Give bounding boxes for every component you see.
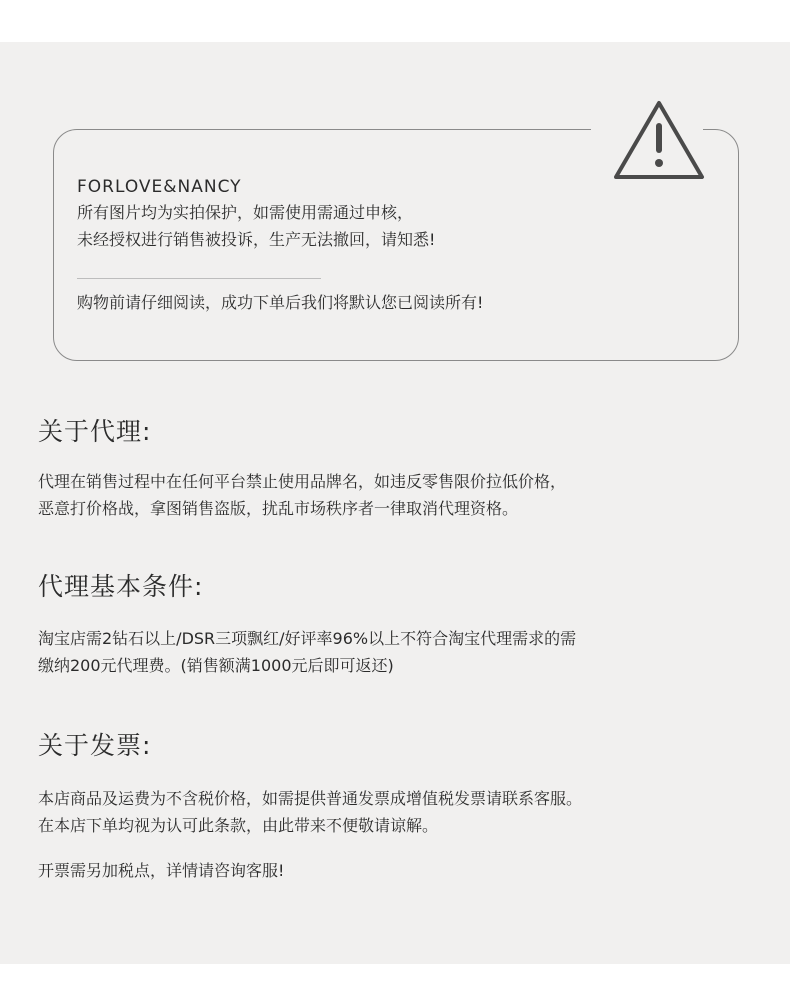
warning-triangle-icon — [612, 99, 706, 181]
notice-divider — [77, 278, 321, 279]
notice-line-3: 购物前请仔细阅读，成功下单后我们将默认您已阅读所有! — [77, 293, 484, 312]
invoice-line-3: 开票需另加税点，详情请咨询客服! — [38, 861, 285, 880]
agency-line-2: 恶意打价格战，拿图销售盗版，扰乱市场秩序者一律取消代理资格。 — [38, 499, 519, 518]
agency-title: 关于代理: — [38, 417, 152, 446]
notice-line-2: 未经授权进行销售被投诉，生产无法撤回，请知悉! — [77, 230, 436, 249]
invoice-title: 关于发票: — [38, 731, 152, 760]
conditions-title: 代理基本条件: — [38, 572, 204, 601]
conditions-line-1: 淘宝店需2钻石以上/DSR三项飘红/好评率96%以上不符合淘宝代理需求的需 — [38, 629, 577, 648]
brand-name: FORLOVE&NANCY — [77, 177, 242, 197]
notice-line-1: 所有图片均为实拍保护，如需使用需通过申核， — [77, 203, 414, 222]
invoice-line-2: 在本店下单均视为认可此条款，由此带来不便敬请谅解。 — [38, 816, 439, 835]
invoice-line-1: 本店商品及运费为不含税价格，如需提供普通发票成增值税发票请联系客服。 — [38, 789, 583, 808]
conditions-line-2: 缴纳200元代理费。(销售额满1000元后即可返还) — [38, 656, 394, 675]
agency-line-1: 代理在销售过程中在任何平台禁止使用品牌名，如违反零售限价拉低价格， — [38, 472, 567, 491]
